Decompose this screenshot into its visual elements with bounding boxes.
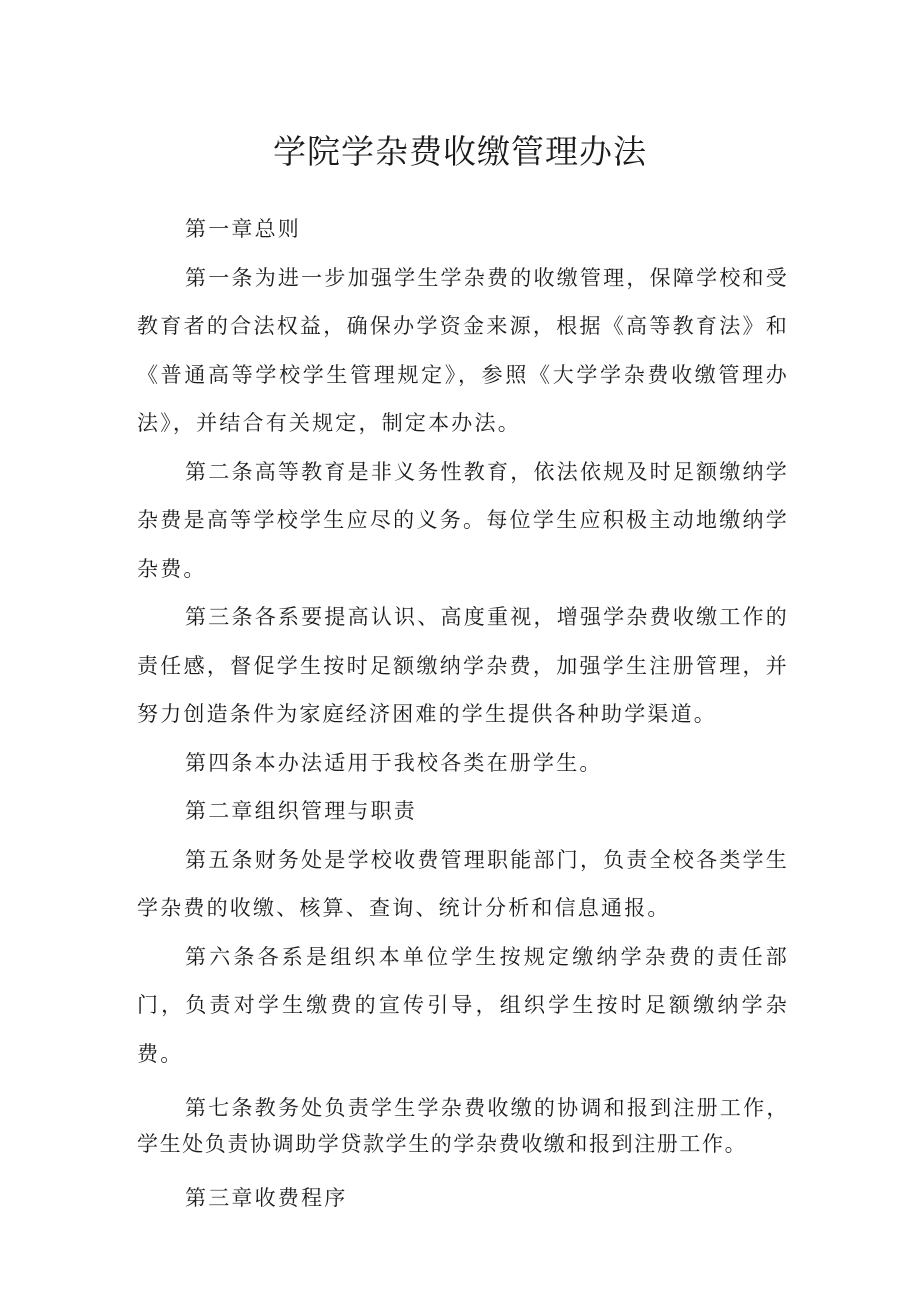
article-6: 第六条各系是组织本单位学生按规定缴纳学杂费的责任部门，负责对学生缴费的宣传引导，组织学生按时足额缴纳学杂费。 — [137, 944, 789, 1066]
chapter-heading-1: 第一章总则 — [185, 217, 301, 241]
article-5: 第五条财务处是学校收费管理职能部门，负责全校各类学生学杂费的收缴、核算、查询、统计分析和信息通报。 — [137, 847, 789, 920]
article-1: 第一条为进一步加强学生学杂费的收缴管理，保障学校和受教育者的合法权益，确保办学资金来源，根据《高等教育法》和《普通高等学校学生管理规定》，参照《大学学杂费收缴管理办法》，并结合有关规定，制定本办法。 — [137, 265, 789, 435]
article-3: 第三条各系要提高认识、高度重视，增强学杂费收缴工作的责任感，督促学生按时足额缴纳学杂费，加强学生注册管理，并努力创造条件为家庭经济困难的学生提供各种助学渠道。 — [137, 605, 789, 726]
article-7: 第七条教务处负责学生学杂费收缴的协调和报到注册工作，学生处负责协调助学贷款学生的学杂费收缴和报到注册工作。 — [137, 1096, 789, 1156]
document-body — [137, 205, 789, 1223]
chapter-heading-2: 第二章组织管理与职责 — [185, 799, 417, 823]
article-2: 第二条高等教育是非义务性教育，依法依规及时足额缴纳学杂费是高等学校学生应尽的义务。每位学生应积极主动地缴纳学杂费。 — [137, 459, 789, 581]
document-title: 学院学杂费收缴管理办法 — [273, 132, 647, 171]
article-4: 第四条本办法适用于我校各类在册学生。 — [185, 750, 603, 775]
chapter-heading-3: 第三章收费程序 — [185, 1186, 348, 1210]
